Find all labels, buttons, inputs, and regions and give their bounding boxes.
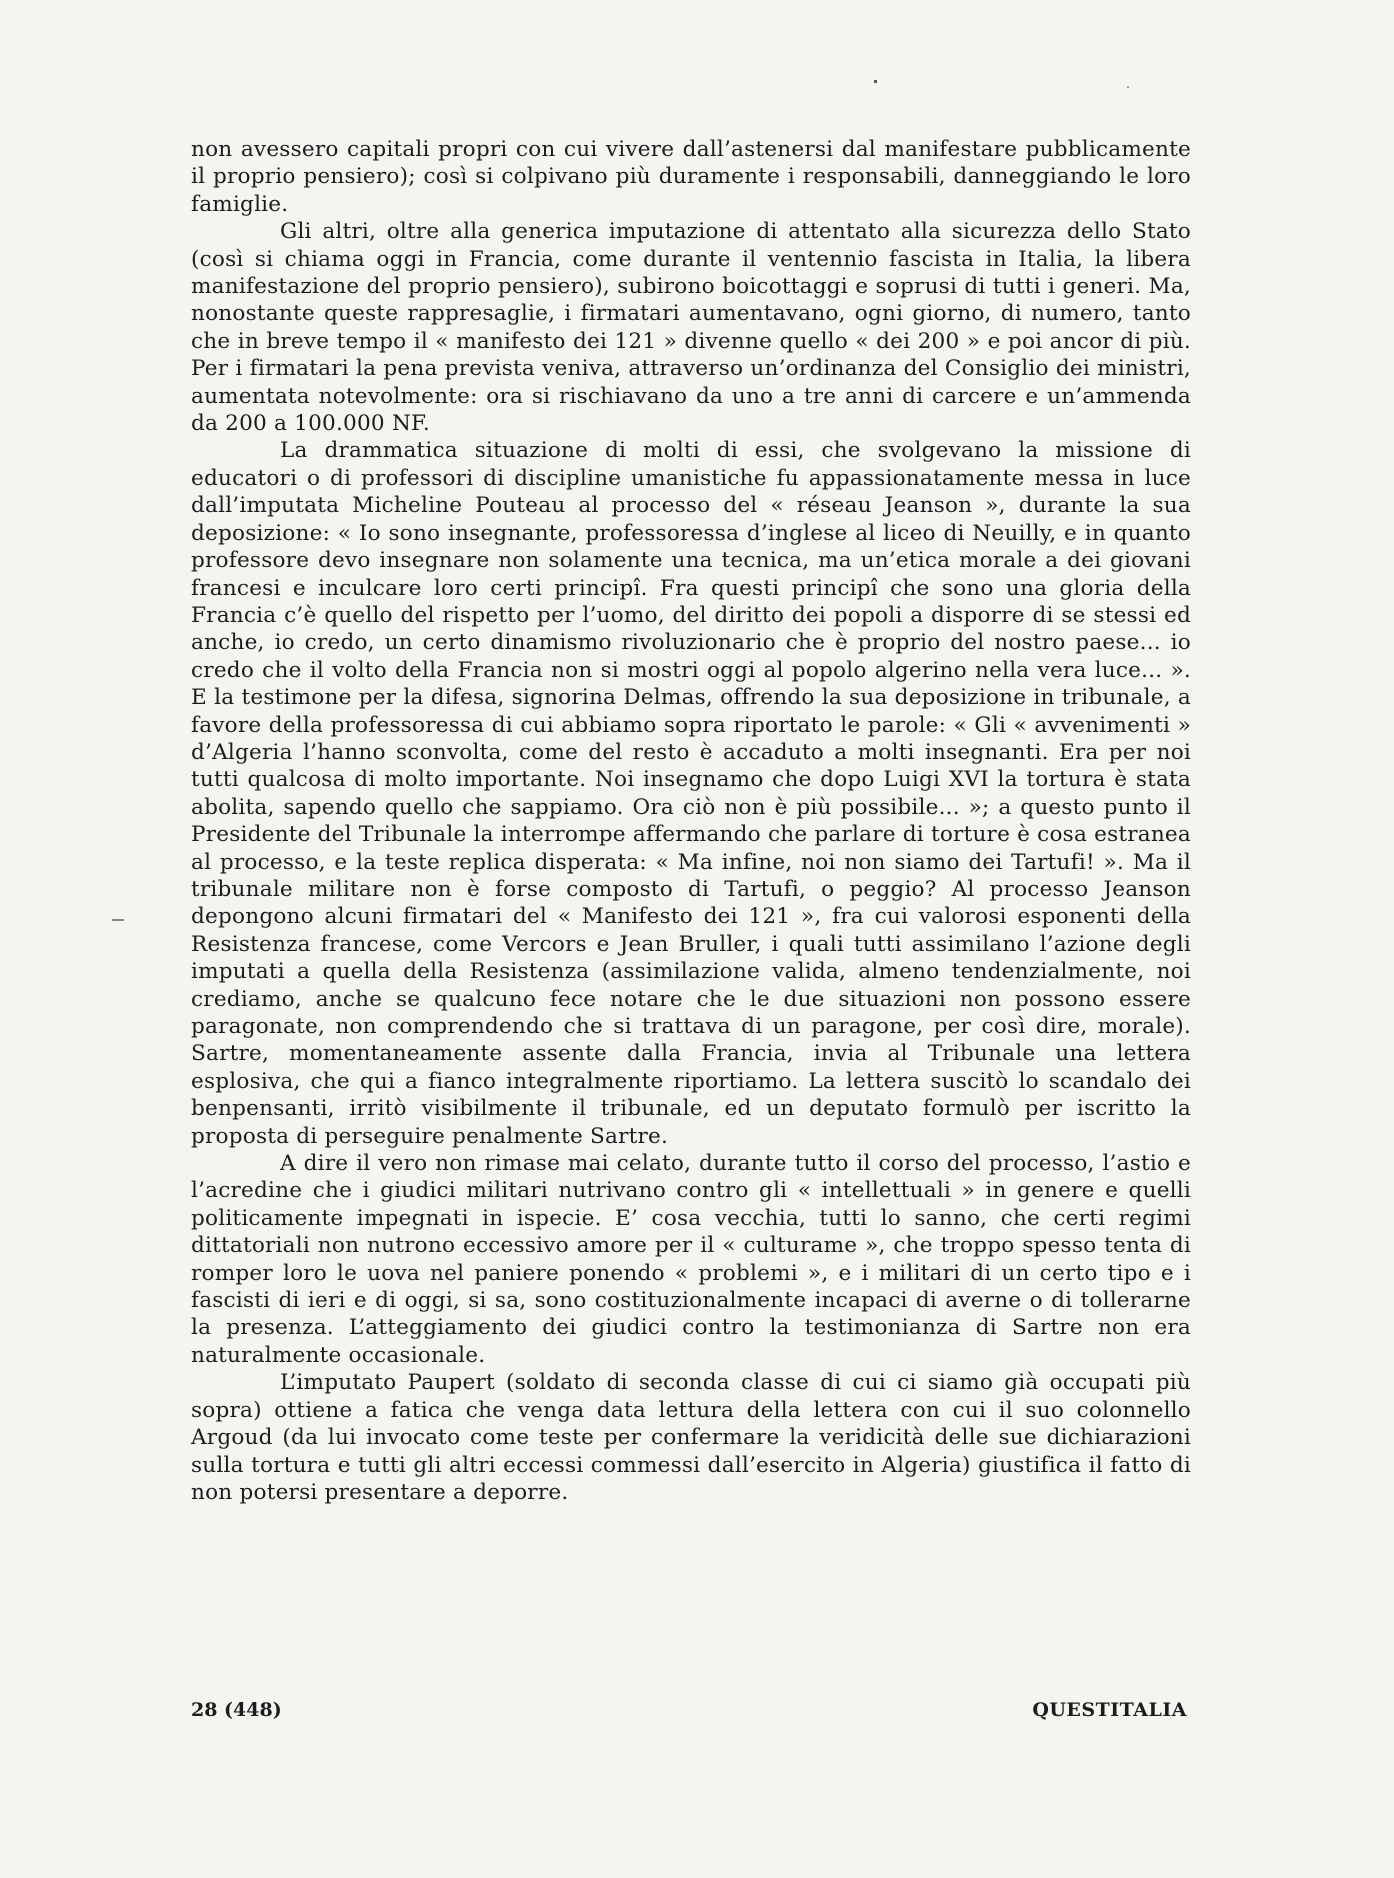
scan-margin-mark (112, 919, 124, 921)
scan-speck (874, 80, 877, 83)
paragraph-2: Gli altri, oltre alla generica imputazione di attentato alla sicurezza dello Stato (così si chiama oggi in Francia, come durante il ventennio fascista in Italia, la libera manifestazione del proprio pensiero), subirono boicottaggi e soprusi di tutti i generi. Ma, nonostante queste rappresaglie, i firmatari aumentavano, ogni giorno, di numero, tanto che in breve tempo il « manifesto dei 121 » divenne quello « dei 200 » e poi ancor di più. Per i firmatari la pena prevista veniva, attraverso un’ordinanza del Consiglio dei ministri, aumentata notevolmente: ora si rischiavano da uno a tre anni di carcere e un’ammenda da 200 a 100.000 NF. (191, 219, 1191, 437)
page-footer (191, 1699, 1187, 1727)
paragraph-5: L’imputato Paupert (soldato di seconda classe di cui ci siamo già occupati più sopra) ottiene a fatica che venga data lettura della lettera con cui il suo colonnello Argoud (da lui invocato come teste per confermare la veridicità delle sue dichiarazioni sulla tortura e tutti gli altri eccessi commessi dall’esercito in Algeria) giustifica il fatto di non potersi presentare a deporre. (191, 1370, 1191, 1505)
paragraph-1: non avessero capitali propri con cui vivere dall’astenersi dal manifestare pubblicamente il proprio pensiero); così si colpivano più duramente i responsabili, danneggiando le loro famiglie. (191, 137, 1191, 217)
page-number: 28 (448) (191, 1699, 282, 1721)
paragraph-4: A dire il vero non rimase mai celato, durante tutto il corso del processo, l’astio e l’acredine che i giudici militari nutrivano contro gli « intellettuali » in genere e quelli politicamente impegnati in ispecie. E’ cosa vecchia, tutti lo sanno, che certi regimi dittatoriali non nutrono eccessivo amore per il « culturame », che troppo spesso tenta di romper loro le uova nel paniere ponendo « problemi », e i militari di un certo tipo e i fascisti di ieri e di oggi, si sa, sono costituzionalmente incapaci di averne o di tollerarne la presenza. L’atteggiamento dei giudici contro la testimonianza di Sartre non era naturalmente occasionale. (191, 1151, 1191, 1368)
scan-speck (1127, 86, 1129, 88)
paragraph-3: La drammatica situazione di molti di essi, che svolgevano la missione di educatori o di professori di discipline umanistiche fu appassionatamente messa in luce dall’imputata Micheline Pouteau al processo del « réseau Jeanson », durante la sua deposizione: « Io sono insegnante, professoressa d’inglese al liceo di Neuilly, e in quanto professore devo insegnare non solamente una tecnica, ma un’etica morale a dei giovani francesi e inculcare loro certi principî. Fra questi principî che sono una gloria della Francia c’è quello del rispetto per l’uomo, del diritto dei popoli a disporre di se stessi ed anche, io credo, un certo dinamismo rivoluzionario che è proprio del nostro paese... io credo che il volto della Francia non si mostri oggi al popolo algerino nella vera luce... ». E la testimone per la difesa, signorina Delmas, offrendo la sua deposizione in tribunale, a favore della professoressa di cui abbiamo sopra riportato le parole: « Gli « avvenimenti » d’Algeria l’hanno sconvolta, come del resto è accaduto a molti insegnanti. Era per noi tutti qualcosa di molto importante. Noi insegnamo che dopo Luigi XVI la tortura è stata abolita, sapendo quello che sappiamo. Ora ciò non è più possibile... »; a questo punto il Presidente del Tribunale la interrompe affermando che parlare di torture è cosa estranea al processo, e la teste replica disperata: « Ma infine, noi non siamo dei Tartufi! ». Ma il tribunale militare non è forse composto di Tartufi, o peggio? Al processo Jeanson depongono alcuni firmatari del « Manifesto dei 121 », fra cui valorosi esponenti della Resistenza francese, come Vercors e Jean Bruller, i quali tutti assimilano l’azione degli imputati a quella della Resistenza (assimilazione valida, almeno tendenzialmente, noi crediamo, anche se qualcuno fece notare che le due situazioni non possono essere paragonate, non comprendendo che si trattava di un paragone, per così dire, morale). Sartre, momentaneamente assente dalla Francia, invia al Tribunale una lettera esplosiva, che qui a fianco integralmente riportiamo. La lettera suscitò lo scandalo dei benpensanti, irritò visibilmente il tribunale, ed un deputato formulò per iscritto la proposta di perseguire penalmente Sartre. (191, 438, 1191, 1149)
journal-name: QUESTITALIA (1032, 1699, 1187, 1721)
body-text (191, 136, 1191, 1506)
